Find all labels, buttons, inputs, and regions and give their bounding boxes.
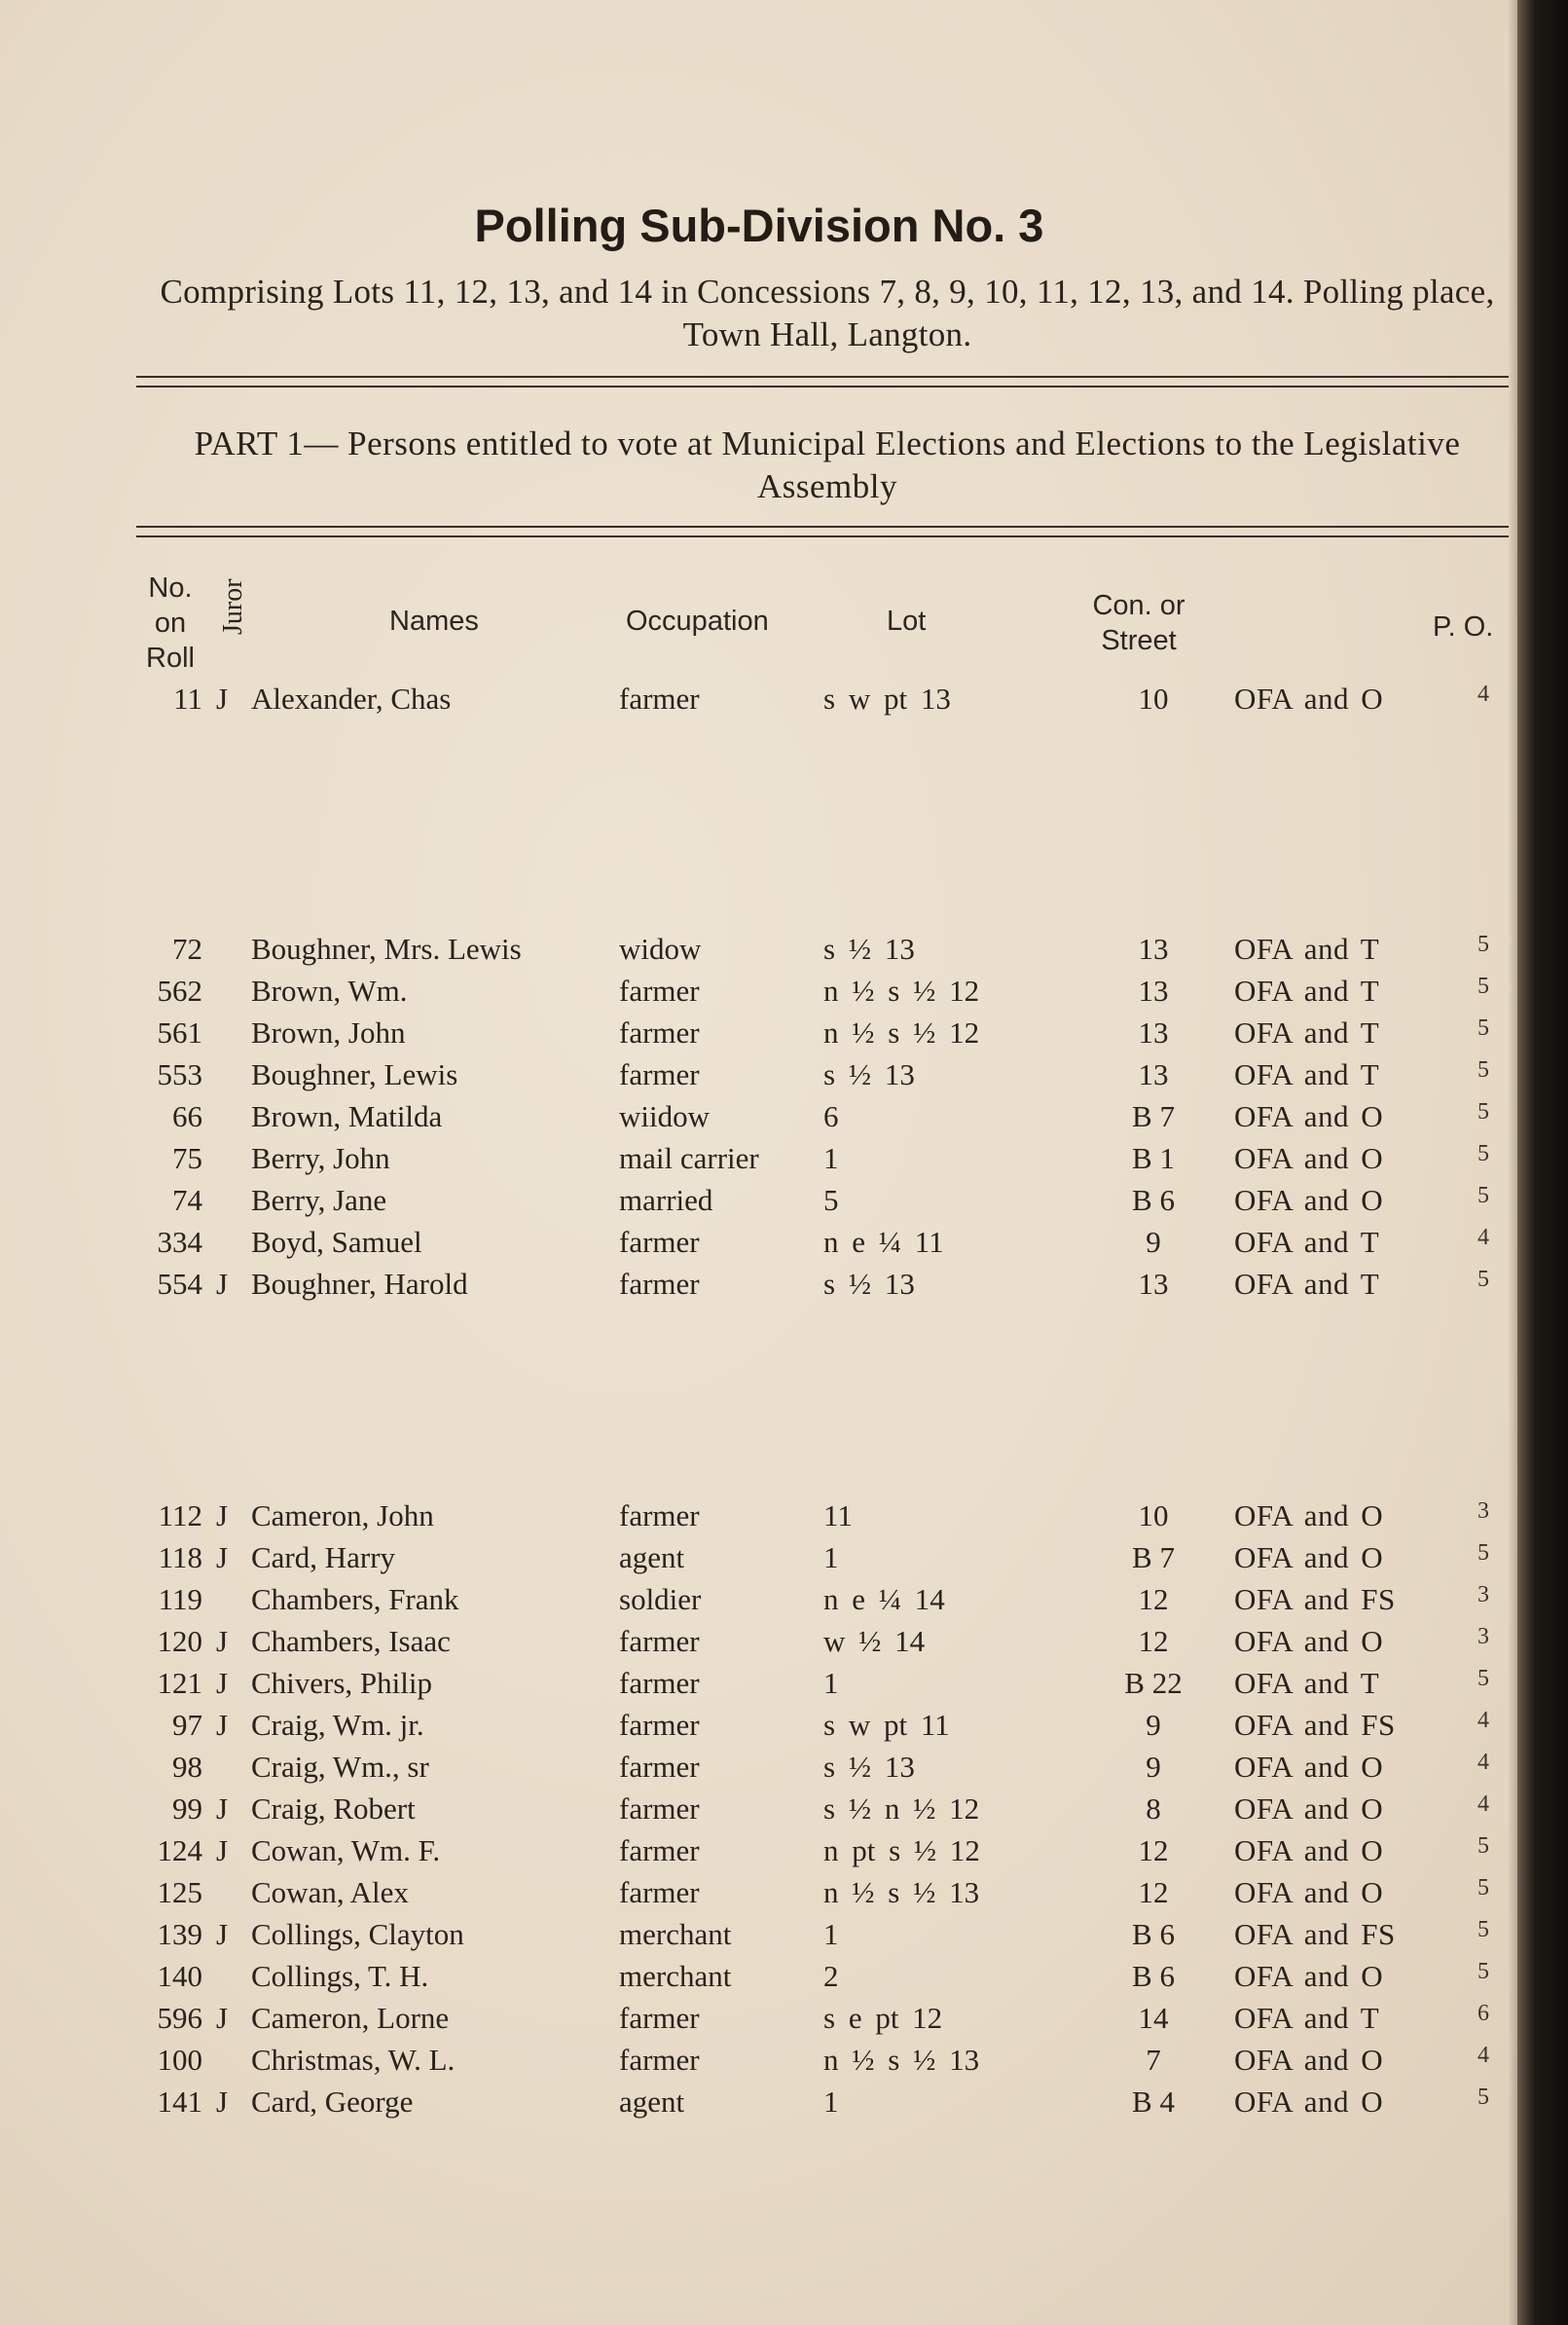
roll-number: 66 [172, 1099, 202, 1133]
lot: 6 [823, 1099, 839, 1133]
roll-number: 112 [158, 1498, 202, 1532]
table-row [0, 1917, 1568, 1959]
post-office: OFA and T [1234, 1225, 1380, 1259]
polling-division: 5 [1477, 2085, 1489, 2110]
post-office: OFA and O [1234, 2085, 1384, 2119]
concession: 12 [1138, 1624, 1169, 1658]
concession: B 6 [1132, 1183, 1175, 1217]
concession: 10 [1138, 682, 1169, 716]
voter-name: Boughner, Lewis [251, 1057, 458, 1091]
lot: s ½ n ½ 12 [823, 1791, 980, 1826]
roll-number: 98 [172, 1750, 202, 1784]
juror-mark: J [216, 1833, 229, 1867]
polling-division: 5 [1477, 1141, 1489, 1166]
voter-name: Brown, John [251, 1015, 406, 1050]
polling-division: 5 [1477, 1183, 1489, 1208]
roll-number: 118 [158, 1540, 202, 1574]
col-header-juror: Juror [218, 578, 248, 635]
post-office: OFA and T [1234, 974, 1380, 1008]
concession: 12 [1138, 1833, 1169, 1867]
polling-division: 5 [1477, 1267, 1489, 1292]
post-office: OFA and O [1234, 1875, 1384, 1909]
col-header-lot: Lot [887, 606, 927, 637]
roll-number: 119 [158, 1582, 202, 1616]
concession: 13 [1138, 974, 1169, 1008]
occupation: merchant [619, 1959, 732, 1993]
polling-division: 5 [1477, 1015, 1489, 1041]
polling-division: 4 [1477, 2043, 1489, 2068]
voter-name: Christmas, W. L. [251, 2043, 456, 2077]
lot: n pt s ½ 12 [823, 1833, 980, 1867]
post-office: OFA and T [1234, 1267, 1380, 1301]
polling-division: 5 [1477, 1833, 1489, 1859]
table-row [0, 1183, 1568, 1225]
col-header-roll: No. on Roll [146, 572, 195, 674]
double-rule-top [136, 376, 1509, 388]
lot: s ½ 13 [823, 1267, 915, 1301]
concession: B 1 [1132, 1141, 1175, 1175]
voter-name: Collings, T. H. [251, 1959, 429, 1993]
lot: s w pt 13 [823, 682, 951, 716]
concession: 13 [1138, 1267, 1169, 1301]
juror-mark: J [216, 682, 229, 716]
post-office: OFA and T [1234, 1015, 1380, 1050]
polling-division: 5 [1477, 1057, 1489, 1083]
concession: B 7 [1132, 1540, 1175, 1574]
lot: 1 [823, 1540, 839, 1574]
occupation: farmer [619, 1225, 700, 1259]
lot: 1 [823, 1141, 839, 1175]
polling-division: 5 [1477, 1917, 1489, 1942]
roll-number: 139 [157, 1917, 202, 1951]
concession: B 6 [1132, 1917, 1175, 1951]
polling-division: 5 [1477, 1099, 1489, 1125]
occupation: agent [619, 1540, 685, 1574]
concession: 7 [1146, 2043, 1161, 2077]
concession: 9 [1146, 1750, 1161, 1784]
post-office: OFA and O [1234, 2043, 1384, 2077]
table-row [0, 1057, 1568, 1099]
voter-name: Boyd, Samuel [251, 1225, 422, 1259]
lot: n ½ s ½ 12 [823, 974, 980, 1008]
col-header-con: Con. or Street [1092, 590, 1185, 656]
post-office: OFA and T [1234, 2001, 1380, 2035]
polling-division: 3 [1477, 1624, 1489, 1649]
polling-division: 5 [1477, 1666, 1489, 1691]
table-row [0, 1582, 1568, 1624]
table-row [0, 682, 1568, 723]
post-office: OFA and O [1234, 1540, 1384, 1574]
roll-number: 120 [157, 1624, 202, 1658]
roll-number: 11 [173, 682, 202, 716]
voter-name: Boughner, Harold [251, 1267, 468, 1301]
concession: 9 [1146, 1708, 1161, 1742]
lot: 1 [823, 1917, 839, 1951]
table-row [0, 932, 1568, 974]
voter-name: Cameron, John [251, 1498, 434, 1532]
post-office: OFA and T [1234, 932, 1380, 966]
occupation: farmer [619, 1708, 700, 1742]
table-row [0, 1666, 1568, 1708]
occupation: farmer [619, 1666, 700, 1700]
voter-name: Alexander, Chas [251, 682, 452, 716]
post-office: OFA and O [1234, 1099, 1384, 1133]
post-office: OFA and O [1234, 1498, 1384, 1532]
voter-name: Card, George [251, 2085, 414, 2119]
occupation: agent [619, 2085, 685, 2119]
occupation: farmer [619, 1624, 700, 1658]
polling-division: 4 [1477, 682, 1489, 707]
voter-name: Chambers, Frank [251, 1582, 459, 1616]
col-header-names: Names [389, 606, 479, 637]
juror-mark: J [216, 1540, 229, 1574]
table-row [0, 1498, 1568, 1540]
occupation: farmer [619, 1750, 700, 1784]
post-office: OFA and O [1234, 1141, 1384, 1175]
table-row [0, 1708, 1568, 1750]
polling-division: 3 [1477, 1582, 1489, 1607]
post-office: OFA and O [1234, 1833, 1384, 1867]
col-header-occupation: Occupation [626, 606, 769, 637]
polling-division: 5 [1477, 1875, 1489, 1901]
post-office: OFA and FS [1234, 1582, 1396, 1616]
concession: B 22 [1124, 1666, 1183, 1700]
lot: w ½ 14 [823, 1624, 926, 1658]
voter-name: Brown, Matilda [251, 1099, 443, 1133]
concession: B 6 [1132, 1959, 1175, 1993]
voter-name: Collings, Clayton [251, 1917, 464, 1951]
col-header-po: P. O. [1433, 611, 1494, 643]
voter-name: Chambers, Isaac [251, 1624, 451, 1658]
roll-number: 99 [172, 1791, 202, 1826]
roll-number: 124 [157, 1833, 202, 1867]
table-row [0, 2043, 1568, 2085]
table-row [0, 1225, 1568, 1267]
post-office: OFA and O [1234, 1750, 1384, 1784]
table-row [0, 1750, 1568, 1791]
table-row [0, 1540, 1568, 1582]
roll-number: 125 [157, 1875, 202, 1909]
post-office: OFA and T [1234, 1057, 1380, 1091]
polling-division: 3 [1477, 1498, 1489, 1524]
concession: 10 [1138, 1498, 1169, 1532]
concession: 13 [1138, 1015, 1169, 1050]
polling-division: 4 [1477, 1750, 1489, 1775]
table-row [0, 1015, 1568, 1057]
roll-number: 74 [172, 1183, 202, 1217]
polling-division: 4 [1477, 1791, 1489, 1817]
voter-name: Craig, Robert [251, 1791, 416, 1826]
occupation: farmer [619, 1791, 700, 1826]
polling-division: 5 [1477, 1540, 1489, 1566]
concession: 8 [1146, 1791, 1161, 1826]
occupation: farmer [619, 1015, 700, 1050]
roll-number: 562 [157, 974, 202, 1008]
lot: n ½ s ½ 12 [823, 1015, 980, 1050]
table-row [0, 1099, 1568, 1141]
lot: s ½ 13 [823, 1750, 915, 1784]
voter-name: Boughner, Mrs. Lewis [251, 932, 522, 966]
occupation: farmer [619, 1875, 700, 1909]
roll-number: 553 [157, 1057, 202, 1091]
occupation: widow [619, 932, 702, 966]
occupation: farmer [619, 2001, 700, 2035]
juror-mark: J [216, 1267, 229, 1301]
post-office: OFA and O [1234, 1959, 1384, 1993]
polling-division: 5 [1477, 1959, 1489, 1984]
table-row [0, 2001, 1568, 2043]
lot: n e ¼ 11 [823, 1225, 944, 1259]
concession: 9 [1146, 1225, 1161, 1259]
post-office: OFA and O [1234, 1624, 1384, 1658]
voter-name: Cowan, Wm. F. [251, 1833, 441, 1867]
voter-name: Brown, Wm. [251, 974, 408, 1008]
polling-division: 4 [1477, 1225, 1489, 1250]
lot: s ½ 13 [823, 1057, 915, 1091]
table-row [0, 1624, 1568, 1666]
post-office: OFA and FS [1234, 1708, 1396, 1742]
table-row [0, 2085, 1568, 2126]
concession: 14 [1138, 2001, 1169, 2035]
voter-name: Craig, Wm., sr [251, 1750, 429, 1784]
table-row [0, 974, 1568, 1015]
voter-name: Cameron, Lorne [251, 2001, 450, 2035]
lot: 2 [823, 1959, 839, 1993]
lot: n ½ s ½ 13 [823, 2043, 980, 2077]
roll-number: 75 [172, 1141, 202, 1175]
post-office: OFA and FS [1234, 1917, 1396, 1951]
lot: s e pt 12 [823, 2001, 943, 2035]
page-subtitle: Comprising Lots 11, 12, 13, and 14 in Concessions 7, 8, 9, 10, 11, 12, 13, and 14. Polling place, Town Hall, Langton. [160, 273, 1495, 353]
juror-mark: J [216, 1917, 229, 1951]
occupation: farmer [619, 1498, 700, 1532]
table-row [0, 1141, 1568, 1183]
juror-mark: J [216, 2085, 229, 2119]
occupation: mail carrier [619, 1141, 759, 1175]
juror-mark: J [216, 1498, 229, 1532]
concession: 12 [1138, 1875, 1169, 1909]
roll-number: 72 [172, 932, 202, 966]
post-office: OFA and O [1234, 1183, 1384, 1217]
voter-name: Berry, Jane [251, 1183, 387, 1217]
roll-number: 334 [157, 1225, 202, 1259]
part-heading: PART 1— Persons entitled to vote at Municipal Elections and Elections to the Legislative Assembly [194, 424, 1461, 505]
post-office: OFA and T [1234, 1666, 1380, 1700]
double-rule-bottom [136, 526, 1509, 537]
roll-number: 561 [157, 1015, 202, 1050]
occupation: farmer [619, 1267, 700, 1301]
lot: n e ¼ 14 [823, 1582, 945, 1616]
roll-number: 121 [157, 1666, 202, 1700]
occupation: farmer [619, 974, 700, 1008]
voter-name: Card, Harry [251, 1540, 396, 1574]
table-row [0, 1267, 1568, 1309]
roll-number: 554 [157, 1267, 202, 1301]
voter-name: Berry, John [251, 1141, 390, 1175]
juror-mark: J [216, 1791, 229, 1826]
lot: 11 [823, 1498, 853, 1532]
occupation: married [619, 1183, 713, 1217]
concession: B 7 [1132, 1099, 1175, 1133]
lot: n ½ s ½ 13 [823, 1875, 980, 1909]
polling-division: 4 [1477, 1708, 1489, 1733]
page-title: Polling Sub-Division No. 3 [474, 200, 1044, 251]
concession: 12 [1138, 1582, 1169, 1616]
polling-division: 5 [1477, 932, 1489, 957]
occupation: farmer [619, 2043, 700, 2077]
occupation: farmer [619, 1057, 700, 1091]
juror-mark: J [216, 1624, 229, 1658]
polling-division: 6 [1477, 2001, 1489, 2026]
juror-mark: J [216, 1666, 229, 1700]
occupation: farmer [619, 682, 700, 716]
lot: s w pt 11 [823, 1708, 950, 1742]
post-office: OFA and O [1234, 682, 1384, 716]
lot: s ½ 13 [823, 932, 915, 966]
polling-division: 5 [1477, 974, 1489, 999]
post-office: OFA and O [1234, 1791, 1384, 1826]
lot: 1 [823, 1666, 839, 1700]
lot: 5 [823, 1183, 839, 1217]
table-row [0, 1875, 1568, 1917]
juror-mark: J [216, 2001, 229, 2035]
occupation: soldier [619, 1582, 702, 1616]
concession: 13 [1138, 1057, 1169, 1091]
table-row [0, 1959, 1568, 2001]
concession: 13 [1138, 932, 1169, 966]
roll-number: 596 [157, 2001, 202, 2035]
concession: B 4 [1132, 2085, 1175, 2119]
roll-number: 97 [172, 1708, 202, 1742]
voter-name: Cowan, Alex [251, 1875, 409, 1909]
roll-number: 140 [157, 1959, 202, 1993]
occupation: farmer [619, 1833, 700, 1867]
table-row [0, 1833, 1568, 1875]
occupation: merchant [619, 1917, 732, 1951]
voter-name: Craig, Wm. jr. [251, 1708, 424, 1742]
voter-name: Chivers, Philip [251, 1666, 433, 1700]
occupation: wiidow [619, 1099, 710, 1133]
table-row [0, 1791, 1568, 1833]
roll-number: 141 [157, 2085, 202, 2119]
roll-number: 100 [157, 2043, 202, 2077]
juror-mark: J [216, 1708, 229, 1742]
lot: 1 [823, 2085, 839, 2119]
